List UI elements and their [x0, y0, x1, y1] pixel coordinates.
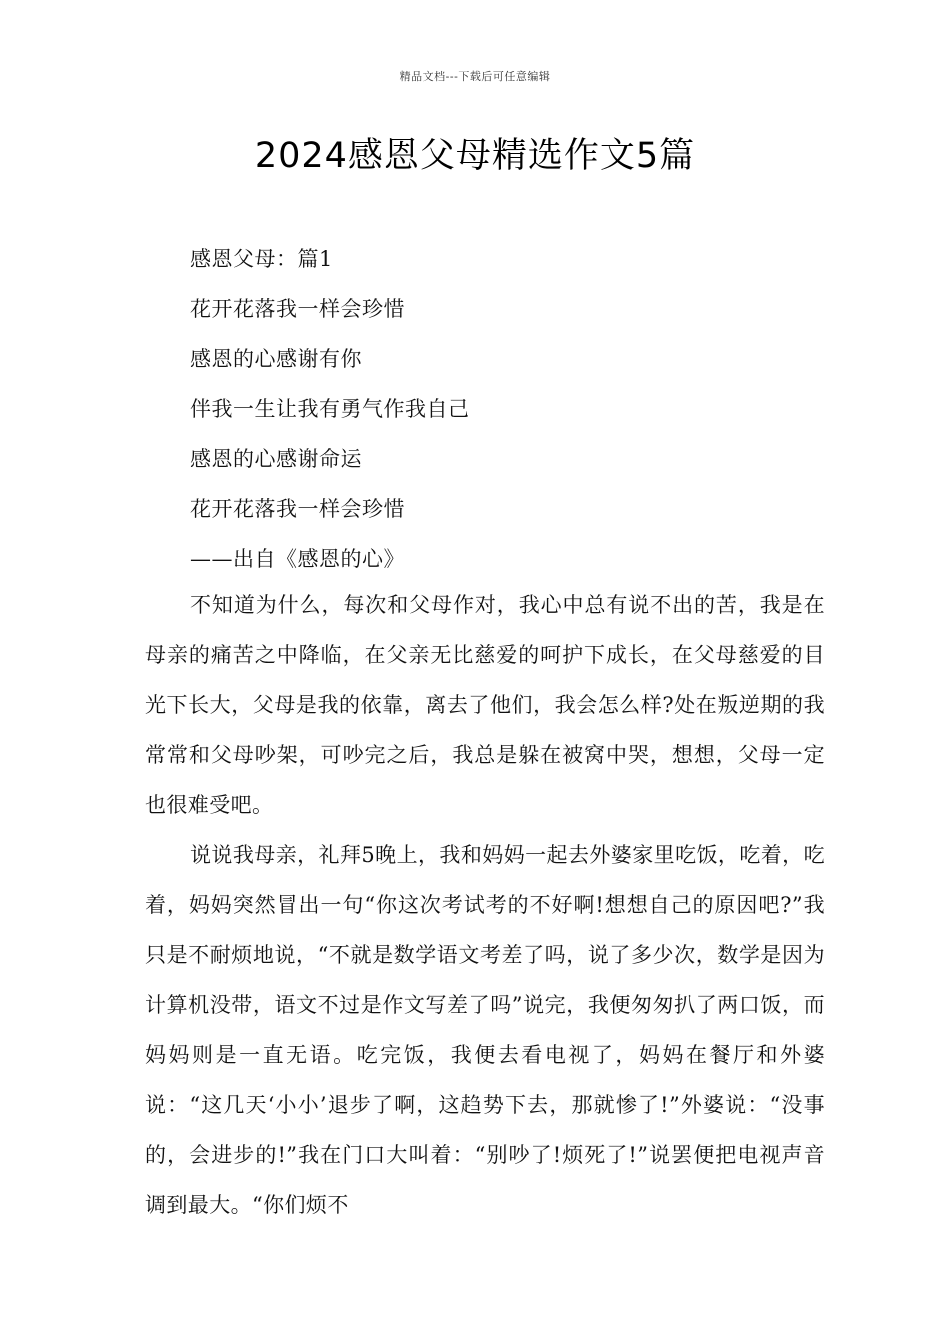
- verse-line: 感恩的心感谢有你: [190, 347, 362, 371]
- verse-line: 伴我一生让我有勇气作我自己: [190, 397, 470, 421]
- paragraph: 不知道为什么，每次和父母作对，我心中总有说不出的苦，我是在母亲的痛苦之中降临，在父亲无比慈爱的呵护下成长，在父母慈爱的目光下长大，父母是我的依靠，离去了他们，我会怎么样?处在叛逆期的我常常和父母吵架，可吵完之后，我总是躲在被窝中哭，想想，父母一定也很难受吧。: [145, 593, 825, 817]
- verse-line: 花开花落我一样会珍惜: [190, 497, 405, 521]
- verse-block: [190, 234, 830, 584]
- verse-line-section-heading: 感恩父母：篇1: [190, 247, 333, 271]
- verse-line: 花开花落我一样会珍惜: [190, 297, 405, 321]
- paragraph: 说说我母亲，礼拜5晚上，我和妈妈一起去外婆家里吃饭，吃着，吃着，妈妈突然冒出一句“你这次考试考的不好啊!想想自己的原因吧?”我只是不耐烦地说，“不就是数学语文考差了吗，说了多少次，数学是因为计算机没带，语文不过是作文写差了吗”说完，我便匆匆扒了两口饭，而妈妈则是一直无语。吃完饭，我便去看电视了，妈妈在餐厅和外婆说：“这几天‘小小’退步了啊，这趋势下去，那就惨了!”外婆说：“没事的，会进步的!”我在门口大叫着：“别吵了!烦死了!”说罢便把电视声音调到最大。“你们烦不: [145, 843, 825, 1217]
- document-title: 2024感恩父母精选作文5篇: [254, 136, 696, 176]
- body-text: [145, 580, 825, 1230]
- header-note: 精品文档---下载后可任意编辑: [399, 70, 551, 83]
- verse-line: 感恩的心感谢命运: [190, 447, 362, 471]
- verse-source: ——出自《感恩的心》: [190, 547, 405, 571]
